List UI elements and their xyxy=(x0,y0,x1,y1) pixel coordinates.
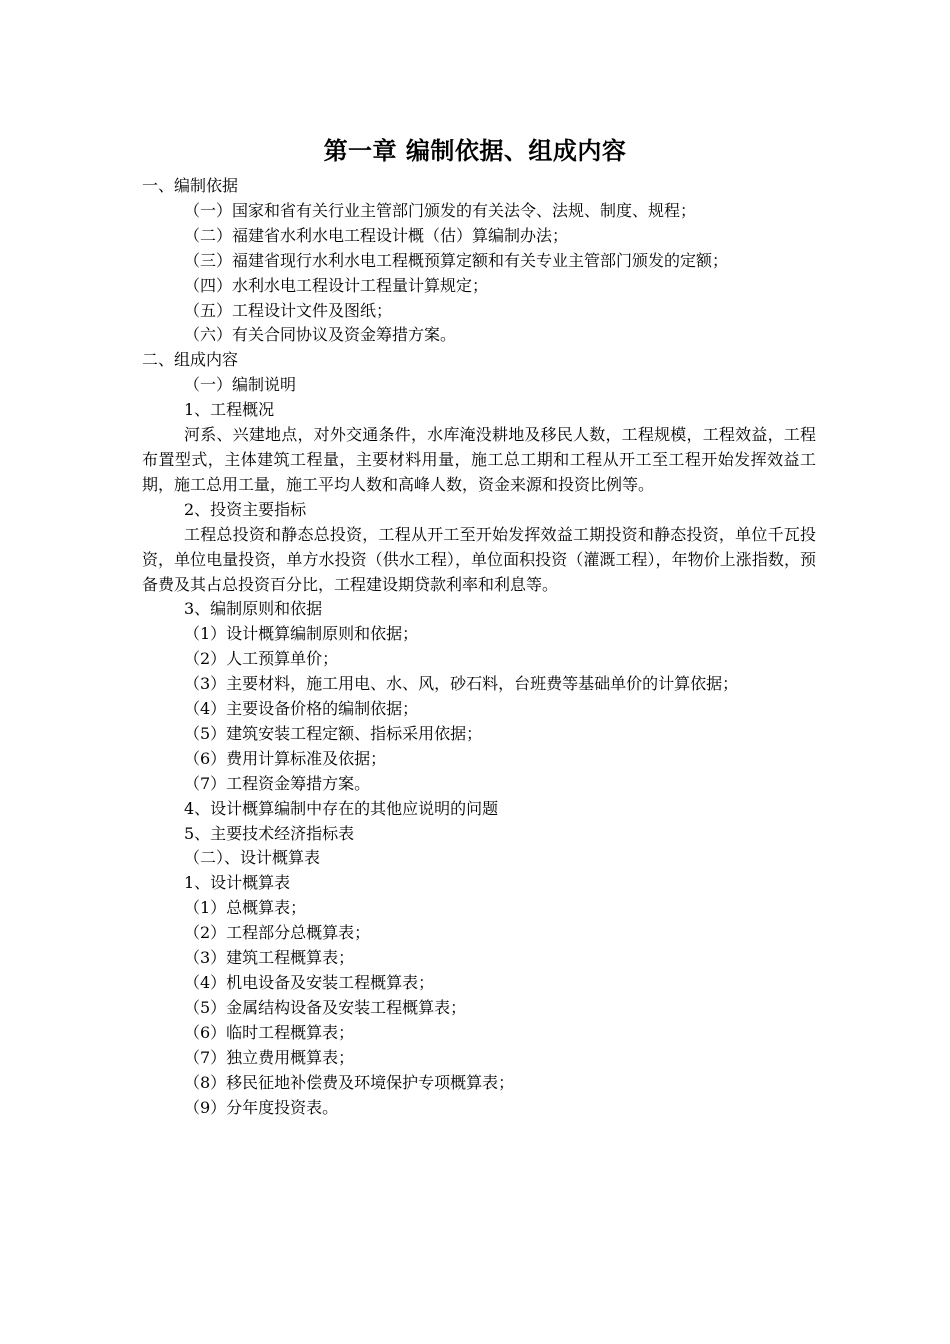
list-item: （二）福建省水利水电工程设计概（估）算编制办法； xyxy=(184,225,569,245)
subsection-heading: （二）、设计概算表 xyxy=(184,848,321,868)
list-item: （六）有关合同协议及资金筹措方案。 xyxy=(184,325,457,345)
chapter-title: 第一章 编制依据、组成内容 xyxy=(323,137,627,165)
list-item: （1）总概算表； xyxy=(184,898,307,918)
list-item: （6）费用计算标准及依据； xyxy=(184,748,387,768)
list-item: （2）人工预算单价； xyxy=(184,649,339,669)
section-heading: 一、编制依据 xyxy=(142,176,239,195)
list-item: （3）建筑工程概算表； xyxy=(184,948,355,968)
item-heading: 5、主要技术经济指标表 xyxy=(184,823,355,843)
list-item: （7）独立费用概算表； xyxy=(184,1047,355,1067)
list-item: （1）设计概算编制原则和依据； xyxy=(184,624,419,644)
list-item: （4）主要设备价格的编制依据； xyxy=(184,699,419,719)
list-item: （6）临时工程概算表； xyxy=(184,1022,355,1042)
list-item: （5）金属结构设备及安装工程概算表； xyxy=(184,997,467,1017)
item-heading: 2、投资主要指标 xyxy=(184,499,307,519)
item-heading: 1、设计概算表 xyxy=(184,873,291,893)
paragraph: 河系、兴建地点，对外交通条件，水库淹没耕地及移民人数，工程规模，工程效益，工程布置型式，主体建筑工程量，主要材料用量，施工总工期和工程从开工至工程开始发挥效益工期，施工总用工量，施工平均人数和高峰人数，资金来源和投资比例等。 xyxy=(142,425,816,494)
paragraph: 工程总投资和静态总投资，工程从开工至开始发挥效益工期投资和静态投资，单位千瓦投资，单位电量投资，单方水投资（供水工程），单位面积投资（灌溉工程），年物价上涨指数，预备费及其占总投资百分比，工程建设期贷款利率和利息等。 xyxy=(142,524,816,594)
list-item: （9）分年度投资表。 xyxy=(184,1097,339,1117)
list-item: （三）福建省现行水利水电工程概预算定额和有关专业主管部门颁发的定额； xyxy=(184,250,729,270)
list-item: （四）水利水电工程设计工程量计算规定； xyxy=(184,275,489,295)
list-item: （8）移民征地补偿费及环境保护专项概算表； xyxy=(184,1072,515,1092)
list-item: （5）建筑安装工程定额、指标采用依据； xyxy=(184,723,483,743)
item-heading: 3、编制原则和依据 xyxy=(184,599,323,619)
list-item: （3）主要材料，施工用电、水、风，砂石料，台班费等基础单价的计算依据； xyxy=(184,674,739,694)
section-heading: 二、组成内容 xyxy=(142,350,239,370)
subsection-heading: （一）编制说明 xyxy=(184,375,297,395)
item-heading: 1、工程概况 xyxy=(184,400,275,420)
list-item: （2）工程部分总概算表； xyxy=(184,923,371,943)
list-item: （一）国家和省有关行业主管部门颁发的有关法令、法规、制度、规程； xyxy=(184,200,697,220)
document-body xyxy=(142,174,816,1120)
list-item: （7）工程资金筹措方案。 xyxy=(184,773,371,793)
list-item: （4）机电设备及安装工程概算表； xyxy=(184,973,435,992)
list-item: （五）工程设计文件及图纸； xyxy=(184,300,393,320)
item-heading: 4、设计概算编制中存在的其他应说明的问题 xyxy=(184,798,499,818)
